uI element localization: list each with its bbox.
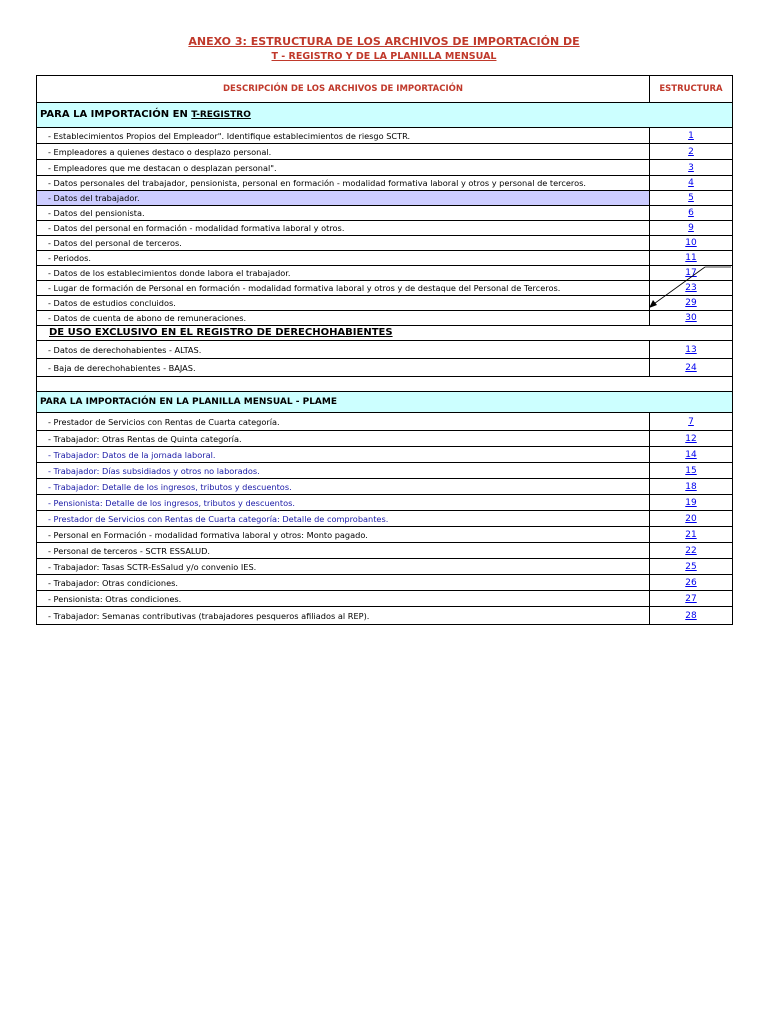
row-description: - Datos del trabajador. bbox=[37, 191, 650, 206]
structure-link[interactable]: 26 bbox=[685, 578, 697, 588]
structure-link[interactable]: 27 bbox=[685, 594, 697, 604]
table-row bbox=[37, 236, 733, 251]
structure-link[interactable]: 2 bbox=[688, 147, 694, 157]
structure-link[interactable]: 13 bbox=[685, 345, 697, 355]
structure-link[interactable]: 12 bbox=[685, 434, 697, 444]
import-files-table bbox=[36, 75, 733, 625]
row-description: - Pensionista: Detalle de los ingresos, tributos y descuentos. bbox=[37, 495, 650, 511]
row-description: - Trabajador: Detalle de los ingresos, tributos y descuentos. bbox=[37, 479, 650, 495]
table-header-row bbox=[37, 76, 733, 103]
structure-link[interactable]: 17 bbox=[685, 268, 697, 278]
structure-link[interactable]: 9 bbox=[688, 223, 694, 233]
structure-link[interactable]: 7 bbox=[688, 417, 694, 427]
structure-link[interactable]: 1 bbox=[688, 131, 694, 141]
structure-link[interactable]: 30 bbox=[685, 313, 697, 323]
arrow-shape bbox=[645, 262, 735, 312]
table-row bbox=[37, 281, 733, 296]
table-row bbox=[37, 206, 733, 221]
structure-link[interactable]: 21 bbox=[685, 530, 697, 540]
structure-link[interactable]: 18 bbox=[685, 482, 697, 492]
row-description: - Personal en Formación - modalidad formativa laboral y otros: Monto pagado. bbox=[37, 527, 650, 543]
structure-link[interactable]: 11 bbox=[685, 253, 697, 263]
structure-link[interactable]: 24 bbox=[685, 363, 697, 373]
structure-link[interactable]: 28 bbox=[685, 611, 697, 621]
table-row bbox=[37, 221, 733, 236]
section-plame-title: PARA LA IMPORTACIÓN EN LA PLANILLA MENSUAL - PLAME bbox=[37, 392, 733, 413]
table-row bbox=[37, 191, 733, 206]
table-row bbox=[37, 447, 733, 463]
row-description: - Trabajador: Semanas contributivas (trabajadores pesqueros afiliados al REP). bbox=[37, 607, 650, 625]
row-description: - Pensionista: Otras condiciones. bbox=[37, 591, 650, 607]
section-plame-header bbox=[37, 392, 733, 413]
row-description: - Trabajador: Días subsidiados y otros no laborados. bbox=[37, 463, 650, 479]
header-structure: ESTRUCTURA bbox=[650, 76, 733, 103]
row-description: - Datos de cuenta de abono de remuneraciones. bbox=[37, 311, 650, 326]
section-tregistro-title: PARA LA IMPORTACIÓN EN bbox=[40, 109, 192, 120]
table-row bbox=[37, 359, 733, 377]
structure-link[interactable]: 6 bbox=[688, 208, 694, 218]
header-description: DESCRIPCIÓN DE LOS ARCHIVOS DE IMPORTACIÓN bbox=[37, 76, 650, 103]
table-row bbox=[37, 251, 733, 266]
structure-link[interactable]: 23 bbox=[685, 283, 697, 293]
row-description: - Datos de estudios concluidos. bbox=[37, 296, 650, 311]
structure-link[interactable]: 29 bbox=[685, 298, 697, 308]
structure-link[interactable]: 10 bbox=[685, 238, 697, 248]
row-description: - Datos de los establecimientos donde labora el trabajador. bbox=[37, 266, 650, 281]
table-row bbox=[37, 575, 733, 591]
table-row bbox=[37, 559, 733, 575]
row-description: - Baja de derechohabientes - BAJAS. bbox=[37, 359, 650, 377]
table-row bbox=[37, 176, 733, 191]
table-row bbox=[37, 463, 733, 479]
table-row bbox=[37, 479, 733, 495]
table-row bbox=[37, 128, 733, 144]
table-row bbox=[37, 431, 733, 447]
structure-link[interactable]: 15 bbox=[685, 466, 697, 476]
section-derechohabientes-title: DE USO EXCLUSIVO EN EL REGISTRO DE DERECHOHABIENTES bbox=[37, 326, 733, 341]
row-description: - Trabajador: Otras Rentas de Quinta categoría. bbox=[37, 431, 650, 447]
table-row bbox=[37, 296, 733, 311]
structure-link[interactable]: 14 bbox=[685, 450, 697, 460]
table-row bbox=[37, 160, 733, 176]
row-description: - Prestador de Servicios con Rentas de Cuarta categoría. bbox=[37, 413, 650, 431]
document-subtitle: T - REGISTRO Y DE LA PLANILLA MENSUAL bbox=[271, 51, 497, 62]
document-title: ANEXO 3: ESTRUCTURA DE LOS ARCHIVOS DE IMPORTACIÓN DE bbox=[188, 35, 580, 48]
row-description: - Establecimientos Propios del Empleador". Identifique establecimientos de riesgo SCTR. bbox=[37, 128, 650, 144]
table-row bbox=[37, 144, 733, 160]
section-derechohabientes-header bbox=[37, 326, 733, 341]
structure-link[interactable]: 3 bbox=[688, 163, 694, 173]
structure-link[interactable]: 5 bbox=[688, 193, 694, 203]
row-description: - Datos de derechohabientes - ALTAS. bbox=[37, 341, 650, 359]
row-description: - Periodos. bbox=[37, 251, 650, 266]
table-row bbox=[37, 266, 733, 281]
row-description: - Datos del personal en formación - modalidad formativa laboral y otros. bbox=[37, 221, 650, 236]
row-description: - Personal de terceros - SCTR ESSALUD. bbox=[37, 543, 650, 559]
row-description: - Datos del personal de terceros. bbox=[37, 236, 650, 251]
table-row bbox=[37, 543, 733, 559]
structure-link[interactable]: 19 bbox=[685, 498, 697, 508]
section-tregistro-header bbox=[37, 103, 733, 128]
table-row bbox=[37, 607, 733, 625]
structure-link[interactable]: 4 bbox=[688, 178, 694, 188]
table-row bbox=[37, 311, 733, 326]
table-row bbox=[37, 413, 733, 431]
table-row bbox=[37, 495, 733, 511]
structure-link[interactable]: 20 bbox=[685, 514, 697, 524]
structure-link[interactable]: 22 bbox=[685, 546, 697, 556]
row-description: - Datos personales del trabajador, pensionista, personal en formación - modalidad formativa laboral y otros y personal de terceros. bbox=[37, 176, 650, 191]
blank-row bbox=[37, 377, 733, 392]
row-description: - Trabajador: Tasas SCTR-EsSalud y/o convenio IES. bbox=[37, 559, 650, 575]
table-row bbox=[37, 527, 733, 543]
row-description: - Trabajador: Otras condiciones. bbox=[37, 575, 650, 591]
table-row bbox=[37, 591, 733, 607]
row-description: - Prestador de Servicios con Rentas de Cuarta categoría: Detalle de comprobantes. bbox=[37, 511, 650, 527]
row-description: - Lugar de formación de Personal en formación - modalidad formativa laboral y otros y de destaque del Personal de Terceros. bbox=[37, 281, 650, 296]
row-description: - Datos del pensionista. bbox=[37, 206, 650, 221]
row-description: - Trabajador: Datos de la jornada laboral. bbox=[37, 447, 650, 463]
row-description: - Empleadores que me destacan o desplazan personal". bbox=[37, 160, 650, 176]
row-description: - Empleadores a quienes destaco o desplazo personal. bbox=[37, 144, 650, 160]
table-row bbox=[37, 511, 733, 527]
structure-link[interactable]: 25 bbox=[685, 562, 697, 572]
tregistro-link[interactable]: T-REGISTRO bbox=[191, 110, 251, 120]
table-row bbox=[37, 341, 733, 359]
